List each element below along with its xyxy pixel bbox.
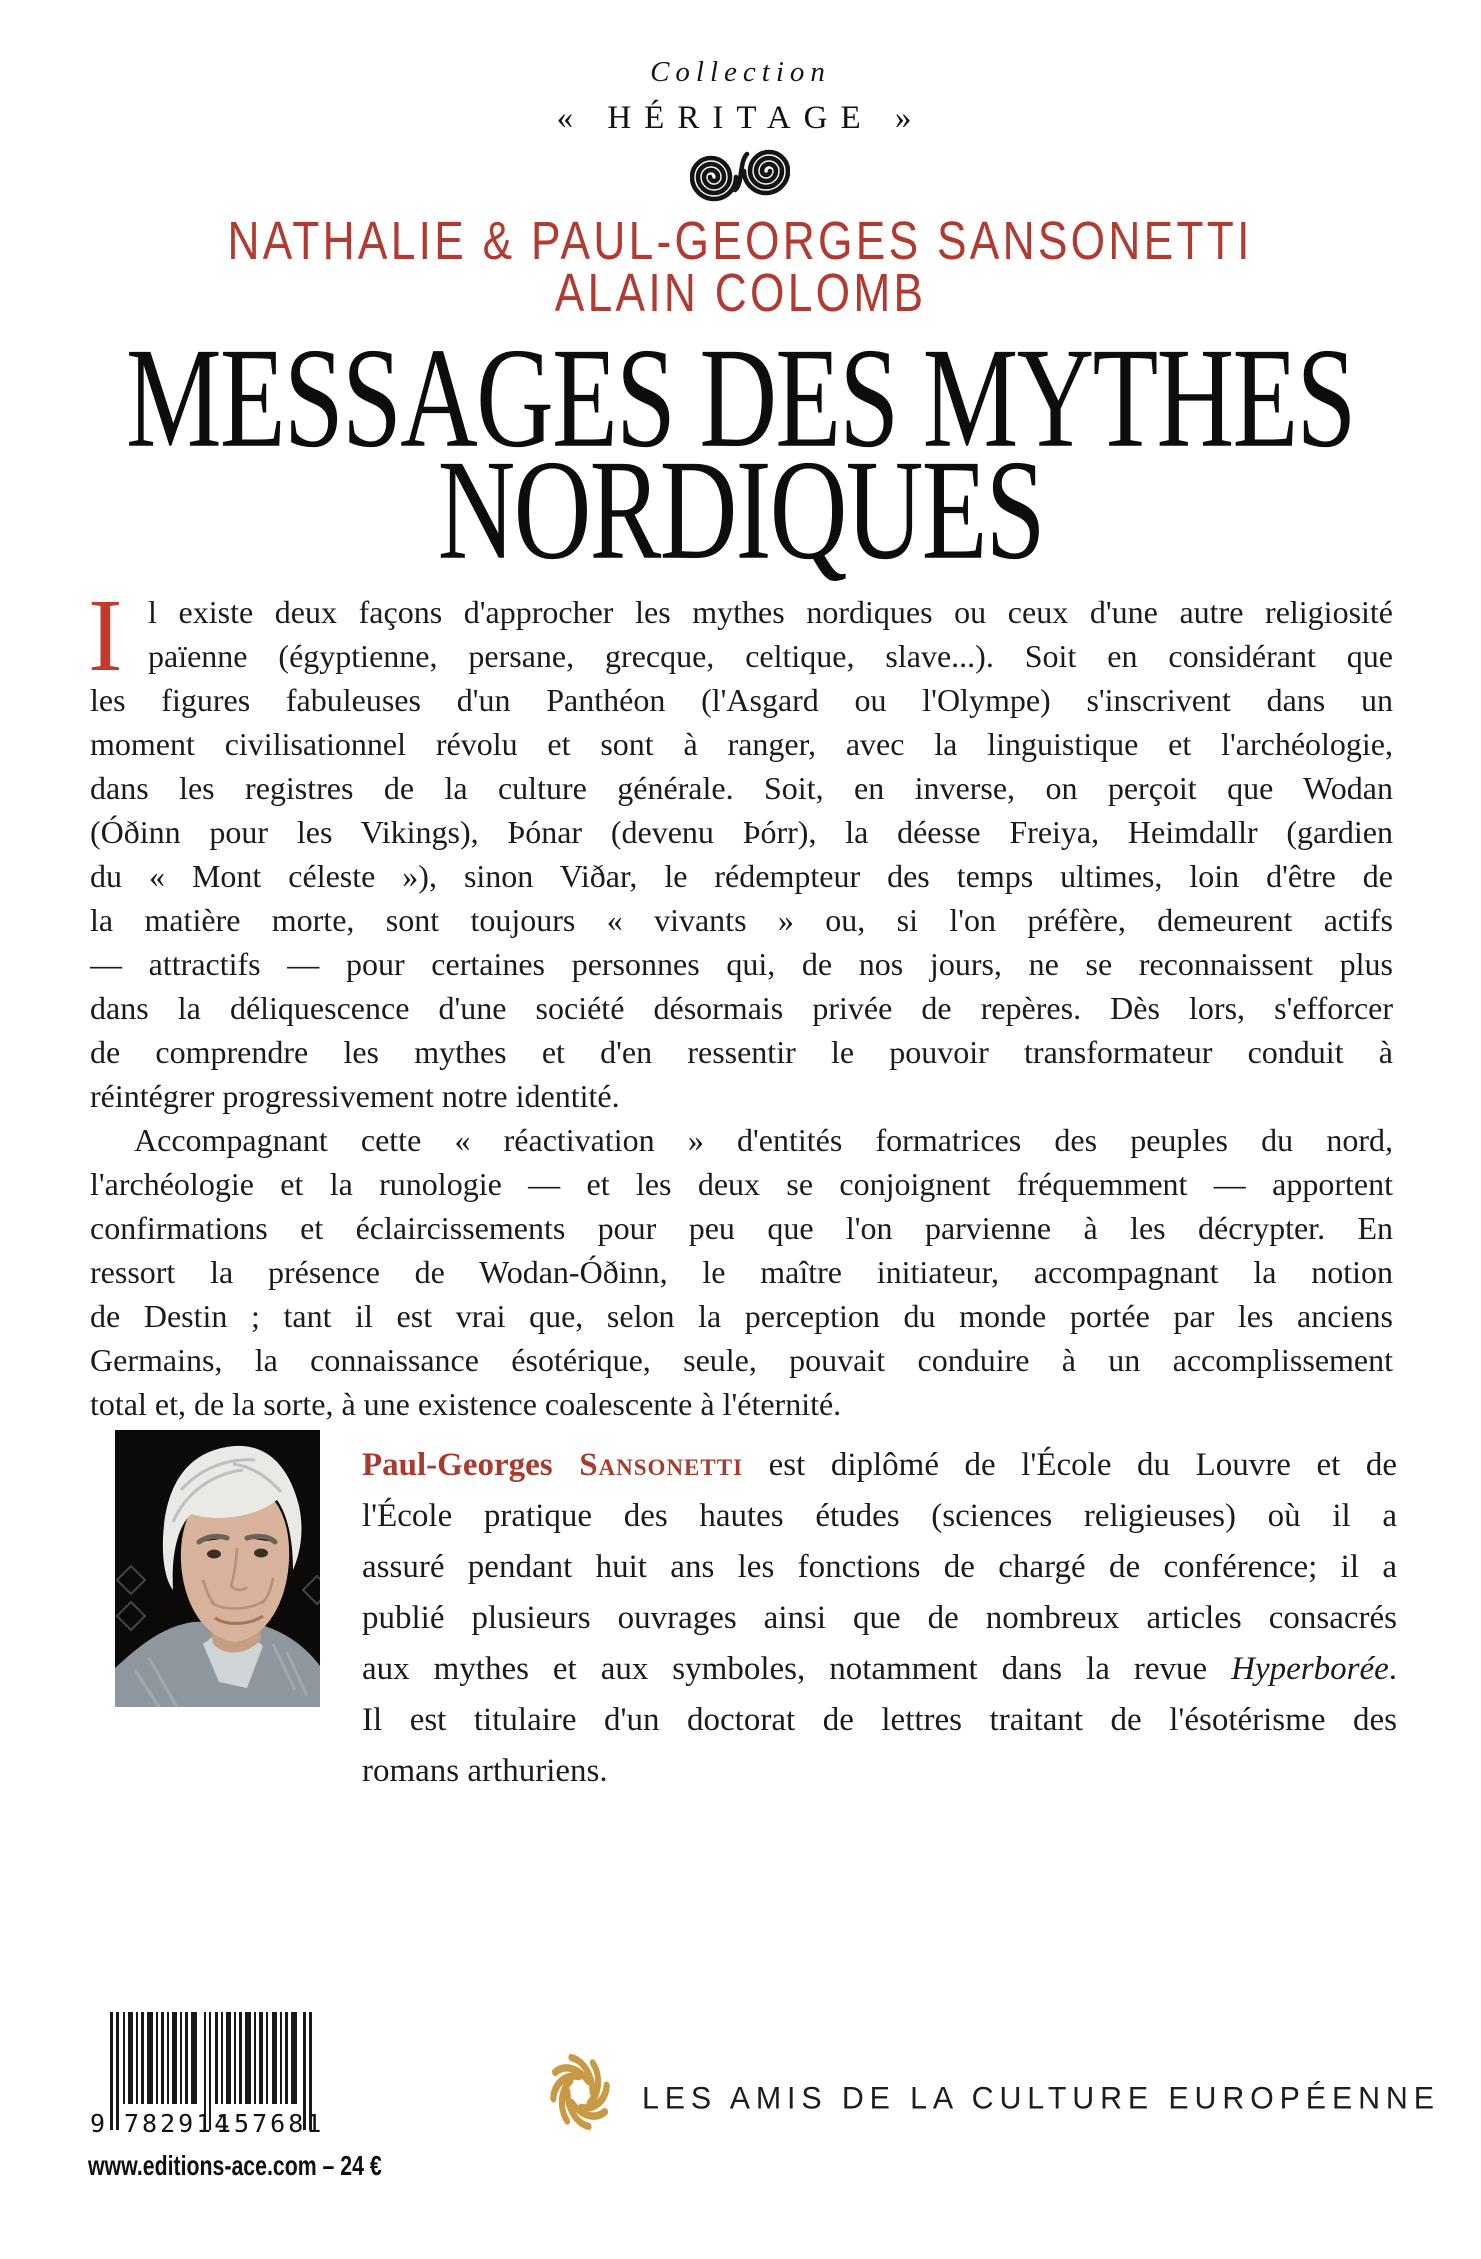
synopsis-line: réintégrer progressivement notre identité. — [90, 1078, 620, 1114]
bio-line: romans arthuriens. — [362, 1753, 608, 1789]
collection-label: Collection — [650, 56, 831, 88]
double-spiral-ornament-icon — [690, 146, 790, 204]
barcode-digits-left: 782914 — [124, 2109, 233, 2138]
synopsis-line: de comprendre les mythes et d'en ressentir le pouvoir transformateur conduit à — [90, 1034, 1393, 1070]
synopsis-line: la matière morte, sont toujours « vivants » ou, si l'on préfère, demeurent actifs — [90, 902, 1393, 938]
synopsis-line: dans les registres de la culture générale. Soit, en inverse, on perçoit que Wodan — [90, 770, 1393, 806]
barcode-digit-prefix: 9 — [90, 2109, 109, 2138]
bio-line: publié plusieurs ouvrages ainsi que de nombreux articles consacrés — [362, 1600, 1397, 1636]
synopsis-line: l existe deux façons d'approcher les mythes nordiques ou ceux d'une autre religiosité — [148, 594, 1393, 630]
publisher-name: LES AMIS DE LA CULTURE EUROPÉENNE — [642, 2080, 1440, 2116]
synopsis-line: l'archéologie et la runologie — et les deux se conjoignent fréquemment — apportent — [90, 1166, 1393, 1202]
bio-author-surname: Sansonetti — [552, 1447, 744, 1483]
barcode-digits-right: 157681 — [216, 2109, 324, 2138]
author-photo — [115, 1430, 320, 1707]
publisher-swirl-logo-icon — [540, 2044, 620, 2140]
synopsis — [88, 578, 1393, 1426]
synopsis-line: du « Mont céleste »), sinon Viðar, le rédempteur des temps ultimes, loin d'être de — [90, 858, 1393, 894]
synopsis-line: — attractifs — pour certaines personnes qui, de nos jours, ne se reconnaissent plus — [90, 946, 1393, 982]
series-name: « HÉRITAGE » — [556, 100, 925, 136]
book-title-line1: MESSAGES DES MYTHES — [126, 318, 1355, 478]
synopsis-line: ressort la présence de Wodan-Óðinn, le maître initiateur, accompagnant la notion — [90, 1254, 1393, 1290]
bio-line: assuré pendant huit ans les fonctions de chargé de conférence; il a — [362, 1549, 1397, 1585]
revue-title: Hyperborée — [1231, 1651, 1389, 1687]
synopsis-line: les figures fabuleuses d'un Panthéon (l'Asgard ou l'Olympe) s'inscrivent dans un — [90, 682, 1393, 718]
bio-author-name: Paul-Georges — [362, 1447, 553, 1483]
synopsis-line: païenne (égyptienne, persane, grecque, celtique, slave...). Soit en considérant que — [148, 638, 1393, 674]
book-title-line2: NORDIQUES — [437, 430, 1044, 590]
website-price: www.editions-ace.com – 24 € — [88, 2150, 382, 2181]
author-names-line2: ALAIN COLOMB — [554, 263, 927, 323]
bio-line: l'École pratique des hautes études (sciences religieuses) où il a — [362, 1498, 1397, 1534]
author-bio — [362, 1440, 1397, 1797]
bio-line: Paul-Georges Sansonetti est diplômé de l'École du Louvre et de — [362, 1447, 1397, 1483]
bio-line: aux mythes et aux symboles, notamment dans la revue Hyperborée. — [362, 1651, 1397, 1687]
synopsis-line: Accompagnant cette « réactivation » d'entités formatrices des peuples du nord, — [134, 1122, 1393, 1158]
drop-cap: I — [88, 578, 123, 693]
isbn-barcode — [88, 2012, 324, 2146]
synopsis-line: de Destin ; tant il est vrai que, selon la perception du monde portée par les anciens — [90, 1298, 1393, 1334]
synopsis-line: (Óðinn pour les Vikings), Þónar (devenu Þórr), la déesse Freiya, Heimdallr (gardien — [90, 814, 1393, 850]
synopsis-line: Germains, la connaissance ésotérique, seule, pouvait conduire à un accomplissement — [90, 1342, 1393, 1378]
synopsis-line: total et, de la sorte, à une existence coalescente à l'éternité. — [90, 1386, 842, 1422]
bio-line: Il est titulaire d'un doctorat de lettres traitant de l'ésotérisme des — [362, 1702, 1397, 1738]
synopsis-line: confirmations et éclaircissements pour peu que l'on parvienne à les décrypter. En — [90, 1210, 1393, 1246]
author-names-line1: NATHALIE & PAUL-GEORGES SANSONETTI — [227, 211, 1254, 271]
synopsis-line: moment civilisationnel révolu et sont à ranger, avec la linguistique et l'archéologie, — [90, 726, 1393, 762]
synopsis-line: dans la déliquescence d'une société désormais privée de repères. Dès lors, s'efforcer — [90, 990, 1393, 1026]
